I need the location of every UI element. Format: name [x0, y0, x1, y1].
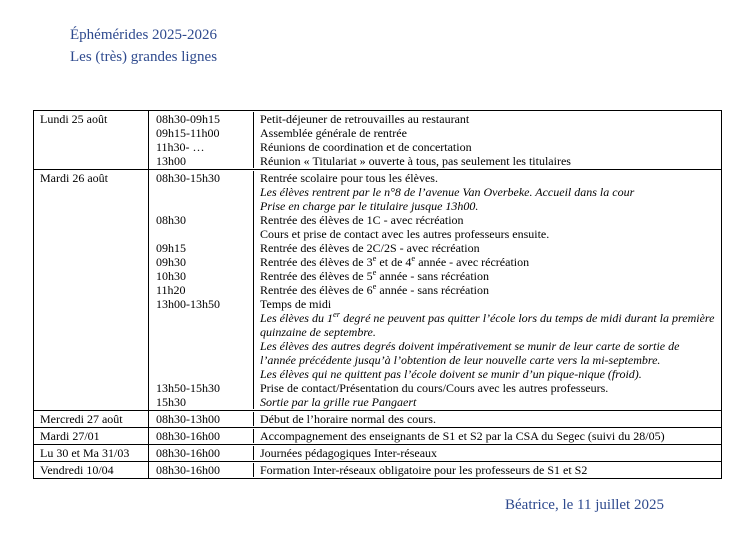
- schedule-row: [34, 111, 721, 169]
- time-cell: 11h20: [156, 283, 186, 297]
- signature-line: Béatrice, le 11 juillet 2025: [505, 497, 664, 513]
- time-cell: 13h00-13h50: [156, 297, 220, 311]
- description-cell: Les élèves rentrent par le n°8 de l’avenue Van Overbeke. Accueil dans la cour: [253, 185, 721, 199]
- time-cell: [149, 311, 253, 339]
- schedule-line: [149, 227, 721, 241]
- time-cell: 09h30: [156, 255, 186, 269]
- description-cell: Rentrée des élèves de 5e année - sans récréation: [253, 269, 721, 283]
- schedule-row: [34, 427, 721, 444]
- description-cell: Rentrée des élèves de 2C/2S - avec récréation: [253, 241, 721, 255]
- day-cell: Vendredi 10/04: [34, 462, 149, 478]
- schedule-line: [149, 429, 721, 443]
- time-cell: 13h50-15h30: [156, 381, 220, 395]
- time-cell: 08h30-16h00: [156, 429, 220, 443]
- description-cell: Cours et prise de contact avec les autres professeurs ensuite.: [253, 227, 721, 241]
- schedule-line: [149, 297, 721, 311]
- day-cell: Lu 30 et Ma 31/03: [34, 445, 149, 461]
- description-cell: Journées pédagogiques Inter-réseaux: [253, 446, 721, 460]
- schedule-table: [33, 110, 722, 479]
- schedule-row: [34, 410, 721, 427]
- description-cell: Temps de midi: [253, 297, 721, 311]
- section-lines: [149, 411, 721, 427]
- description-cell: Les élèves du 1er degré ne peuvent pas quitter l’école lors du temps de midi durant la première quinzaine de septembre.: [253, 311, 721, 339]
- time-cell: [149, 185, 253, 199]
- day-cell: Mercredi 27 août: [34, 411, 149, 427]
- time-cell: 08h30-16h00: [156, 463, 220, 477]
- schedule-line: [149, 283, 721, 297]
- schedule-line: [149, 381, 721, 395]
- time-cell: 10h30: [156, 269, 186, 283]
- schedule-line: [149, 412, 721, 426]
- day-cell: Mardi 27/01: [34, 428, 149, 444]
- document-subtitle: Les (très) grandes lignes: [70, 48, 218, 65]
- time-cell: 08h30: [156, 213, 186, 227]
- day-cell: Lundi 25 août: [34, 111, 149, 169]
- description-cell: Prise de contact/Présentation du cours/Cours avec les autres professeurs.: [253, 381, 721, 395]
- schedule-line: [149, 112, 721, 126]
- schedule-line: [149, 185, 721, 199]
- section-lines: [149, 462, 721, 478]
- schedule-line: [149, 255, 721, 269]
- schedule-line: [149, 269, 721, 283]
- time-cell: 11h30- …: [156, 140, 205, 154]
- schedule-row: [34, 461, 721, 478]
- schedule-line: [149, 154, 721, 168]
- document-title-block: [70, 25, 217, 68]
- schedule-row: [34, 444, 721, 461]
- description-cell: Prise en charge par le titulaire jusque 13h00.: [253, 199, 721, 213]
- time-cell: 08h30-16h00: [156, 446, 220, 460]
- time-cell: 09h15: [156, 241, 186, 255]
- schedule-line: [149, 199, 721, 213]
- description-cell: Réunion « Titulariat » ouverte à tous, pas seulement les titulaires: [253, 154, 721, 168]
- description-cell: Sortie par la grille rue Pangaert: [253, 395, 721, 409]
- section-lines: [149, 445, 721, 461]
- day-cell: Mardi 26 août: [34, 170, 149, 410]
- schedule-line: [149, 339, 721, 367]
- time-cell: [149, 367, 253, 381]
- document-title: Éphémérides 2025-2026: [70, 27, 218, 43]
- description-cell: Rentrée des élèves de 1C - avec récréation: [253, 213, 721, 227]
- description-cell: Les élèves des autres degrés doivent impérativement se munir de leur carte de sortie de l’année précédente jusqu’à l’obtention de leur nouvelle carte vers la mi-septembre.: [253, 339, 721, 367]
- time-cell: 13h00: [156, 154, 186, 168]
- schedule-line: [149, 311, 721, 339]
- schedule-line: [149, 367, 721, 381]
- section-lines: [149, 170, 721, 410]
- schedule-line: [149, 213, 721, 227]
- schedule-line: [149, 140, 721, 154]
- time-cell: [149, 339, 253, 367]
- description-cell: Rentrée des élèves de 3e et de 4e année - avec récréation: [253, 255, 721, 269]
- description-cell: Les élèves qui ne quittent pas l’école doivent se munir d’un pique-nique (froid).: [253, 367, 721, 381]
- time-cell: 15h30: [156, 395, 186, 409]
- description-cell: Formation Inter-réseaux obligatoire pour les professeurs de S1 et S2: [253, 463, 721, 477]
- description-cell: Accompagnement des enseignants de S1 et S2 par la CSA du Segec (suivi du 28/05): [253, 429, 721, 443]
- schedule-line: [149, 171, 721, 185]
- time-cell: 08h30-15h30: [156, 171, 220, 185]
- description-cell: Début de l’horaire normal des cours.: [253, 412, 721, 426]
- time-cell: [149, 227, 253, 241]
- section-lines: [149, 111, 721, 169]
- time-cell: 08h30-13h00: [156, 412, 220, 426]
- schedule-row: [34, 169, 721, 410]
- schedule-line: [149, 395, 721, 409]
- schedule-line: [149, 446, 721, 460]
- description-cell: Réunions de coordination et de concertation: [253, 140, 721, 154]
- description-cell: Rentrée scolaire pour tous les élèves.: [253, 171, 721, 185]
- time-cell: 08h30-09h15: [156, 112, 220, 126]
- time-cell: [149, 199, 253, 213]
- description-cell: Petit-déjeuner de retrouvailles au restaurant: [253, 112, 721, 126]
- schedule-line: [149, 126, 721, 140]
- section-lines: [149, 428, 721, 444]
- description-cell: Assemblée générale de rentrée: [253, 126, 721, 140]
- schedule-line: [149, 241, 721, 255]
- time-cell: 09h15-11h00: [156, 126, 220, 140]
- schedule-line: [149, 463, 721, 477]
- description-cell: Rentrée des élèves de 6e année - sans récréation: [253, 283, 721, 297]
